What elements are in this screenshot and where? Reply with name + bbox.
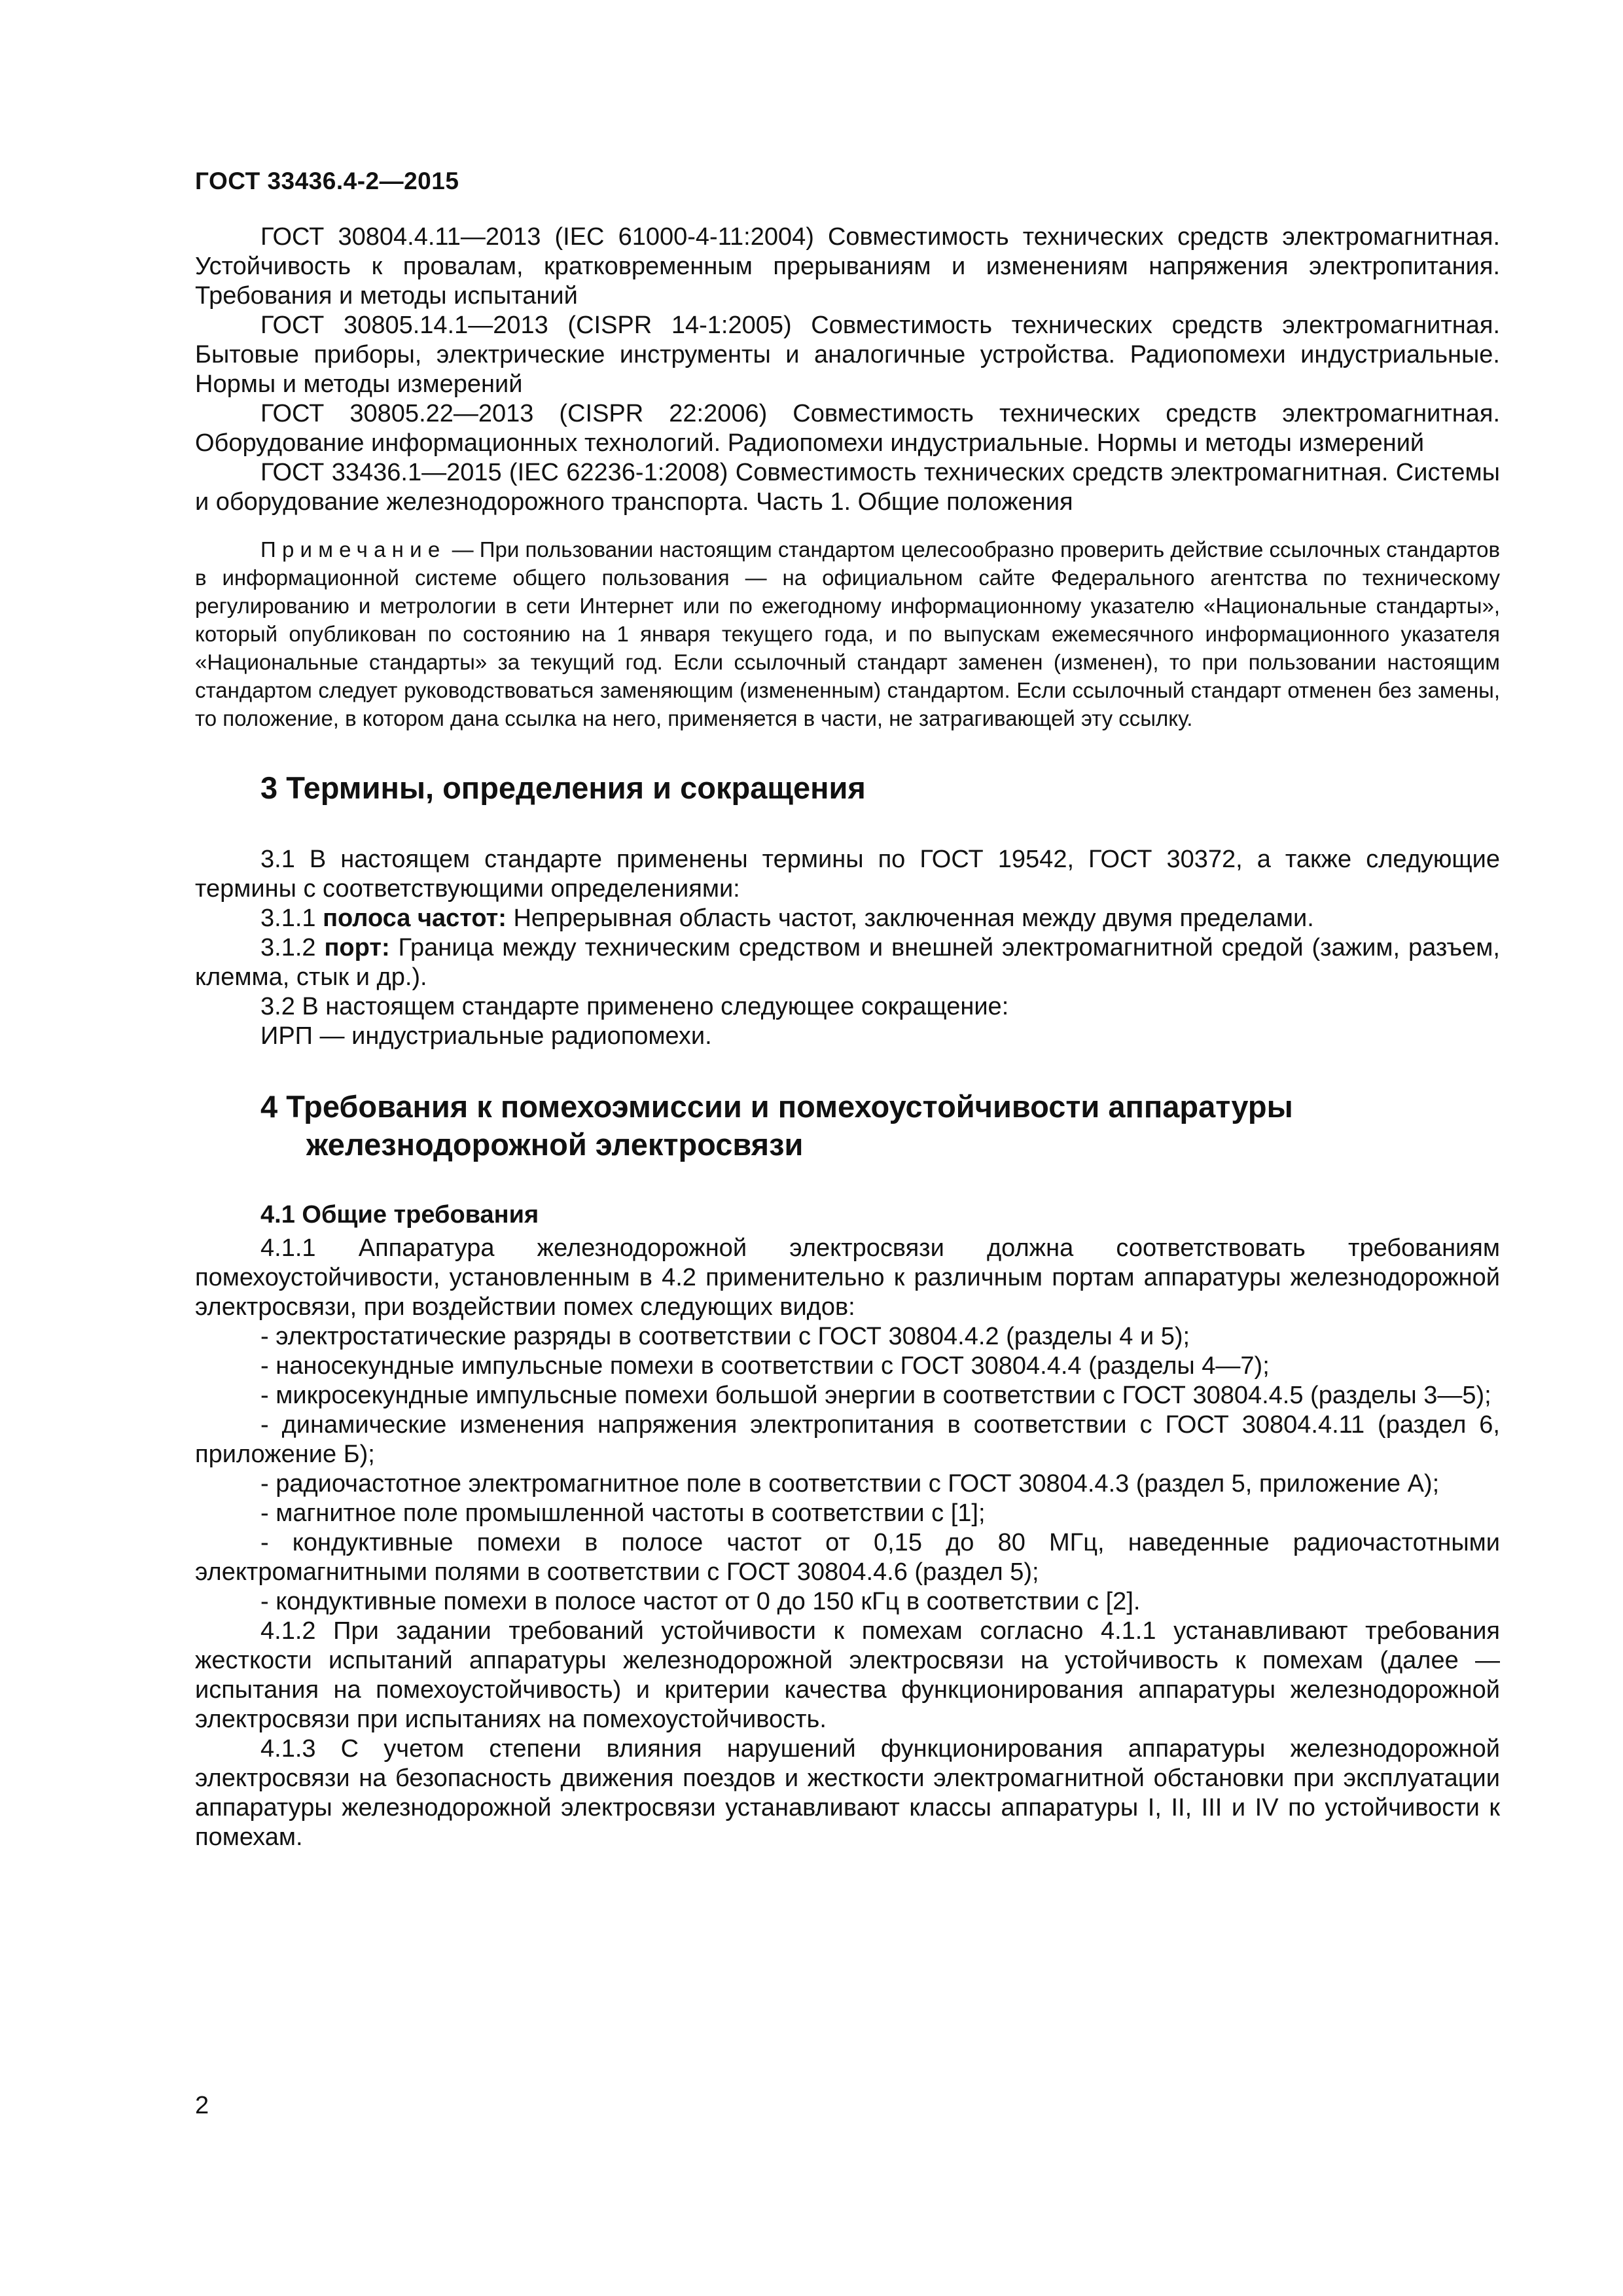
clause-number: 3.1.1 — [260, 905, 316, 932]
section-3-body — [195, 845, 1500, 1051]
list-item: - кондуктивные помехи в полосе частот от 0,15 до 80 МГц, наведенные радиочастотными электромагнитными полями в соответствии с ГОСТ 30804.4.6 (раздел 5); — [195, 1529, 1500, 1586]
paragraph-4-1-2: 4.1.2 При задании требований устойчивости к помехам согласно 4.1.1 устанавливают требования жесткости испытаний аппаратуры железнодорожной электросвязи на устойчивость к помехам (далее — испытания на помехоустойчивость) и критерии качества функционирования аппаратуры железнодорожной электросвязи при испытаниях на помехоустойчивость. — [195, 1617, 1500, 1733]
list-item: - микросекундные импульсные помехи большой энергии в соответствии с ГОСТ 30804.4.5 (разделы 3—5); — [260, 1382, 1491, 1409]
disturbance-types-list — [195, 1322, 1500, 1617]
page-number: 2 — [195, 2092, 209, 2119]
abbreviation-item: ИРП — индустриальные радиопомехи. — [260, 1022, 712, 1050]
term-definition: Непрерывная область частот, заключенная между двумя пределами. — [513, 905, 1314, 932]
reference-item: ГОСТ 33436.1—2015 (IEC 62236-1:2008) Совместимость технических средств электромагнитная. Системы и оборудование железнодорожного транспорта. Часть 1. Общие положения — [195, 459, 1500, 516]
reference-item: ГОСТ 30804.4.11—2013 (IEC 61000-4-11:2004) Совместимость технических средств электромагнитная. Устойчивость к провалам, кратковременным прерываниям и изменениям напряжения электропитания. Требования и методы испытаний — [195, 223, 1500, 310]
list-item: - наносекундные импульсные помехи в соответствии с ГОСТ 30804.4.4 (разделы 4—7); — [260, 1352, 1270, 1380]
list-item: - радиочастотное электромагнитное поле в соответствии с ГОСТ 30804.4.3 (раздел 5, приложение А); — [260, 1470, 1440, 1498]
note-block — [195, 535, 1500, 732]
list-item: - динамические изменения напряжения электропитания в соответствии с ГОСТ 30804.4.11 (раздел 6, приложение Б); — [195, 1411, 1500, 1468]
list-item: - электростатические разряды в соответствии с ГОСТ 30804.4.2 (разделы 4 и 5); — [260, 1323, 1190, 1350]
document-header-code: ГОСТ 33436.4-2—2015 — [195, 168, 459, 194]
list-item: - кондуктивные помехи в полосе частот от 0 до 150 кГц в соответствии с [2]. — [260, 1588, 1141, 1615]
subsection-4-1-title: 4.1 Общие требования — [260, 1201, 539, 1229]
paragraph-3-2: 3.2 В настоящем стандарте применено следующее сокращение: — [260, 993, 1009, 1020]
note-text: — При пользовании настоящим стандартом целесообразно проверить действие ссылочных стандартов в информационной системе общего пользования — на официальном сайте Федерального агентства по техническому регулированию и метрологии в сети Интернет или по ежегодному информационному указателю «Национальные стандарты», который опубликован по состоянию на 1 января текущего года, и по выпускам ежемесячного информационного указателя «Национальные стандарты» за текущий год. Если ссылочный стандарт заменен (изменен), то при пользовании настоящим стандартом следует руководствоваться заменяющим (измененным) стандартом. Если ссылочный стандарт отменен без замены, то положение, в котором дана ссылка на него, применяется в части, не затрагивающей эту ссылку. — [195, 537, 1500, 730]
paragraph-4-1-3: 4.1.3 С учетом степени влияния нарушений функционирования аппаратуры железнодорожной электросвязи на безопасность движения поездов и жесткости электромагнитной обстановки при эксплуатации аппаратуры железнодорожной электросвязи устанавливают классы аппаратуры I, II, III и IV по устойчивости к помехам. — [195, 1735, 1501, 1851]
reference-item: ГОСТ 30805.22—2013 (CISPR 22:2006) Совместимость технических средств электромагнитная. Оборудование информационных технологий. Радиопомехи индустриальные. Нормы и методы измерений — [195, 400, 1500, 457]
term-definition: Граница между техническим средством и внешней электромагнитной средой (зажим, разъем, клемма, стык и др.). — [195, 934, 1500, 991]
subsection-4-1-body — [195, 1234, 1500, 1852]
section-4-title: 4 Требования к помехоэмиссии и помехоустойчивости аппаратуры железнодорожной электросвязи — [260, 1089, 1293, 1162]
paragraph-3-1: 3.1 В настоящем стандарте применены термины по ГОСТ 19542, ГОСТ 30372, а также следующие термины с соответствующими определениями: — [195, 846, 1500, 903]
page-content — [195, 223, 1500, 1852]
section-3-title: 3 Термины, определения и сокращения — [260, 770, 866, 805]
term-port: порт: — [324, 934, 390, 961]
list-item: - магнитное поле промышленной частоты в соответствии с [1]; — [260, 1499, 986, 1527]
clause-number: 3.1.2 — [260, 934, 316, 961]
note-paragraph — [195, 535, 1500, 732]
paragraph-3-1-1 — [195, 904, 1500, 933]
normative-references-list — [195, 223, 1500, 517]
paragraph-4-1-1: 4.1.1 Аппаратура железнодорожной электросвязи должна соответствовать требованиям помехоустойчивости, установленным в 4.2 применительно к различным портам аппаратуры железнодорожной электросвязи, при воздействии помех следующих видов: — [195, 1234, 1500, 1321]
note-label: Примечание — [260, 537, 446, 562]
paragraph-3-1-2 — [195, 933, 1500, 992]
reference-item: ГОСТ 30805.14.1—2013 (CISPR 14-1:2005) Совместимость технических средств электромагнитная. Бытовые приборы, электрические инструменты и аналогичные устройства. Радиопомехи индустриальные. Нормы и методы измерений — [195, 312, 1500, 398]
term-frequency-band: полоса частот: — [323, 905, 507, 932]
